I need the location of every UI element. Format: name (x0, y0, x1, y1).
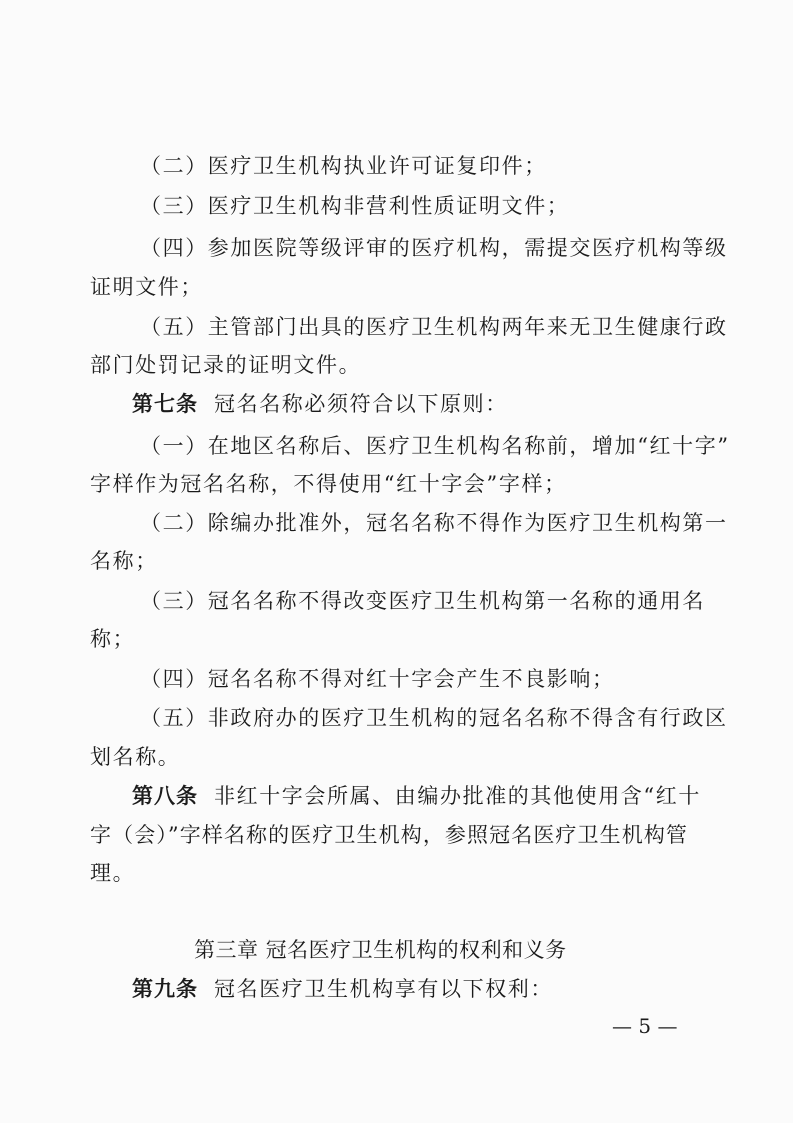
article-7-heading (132, 389, 508, 419)
list-item: （二）医疗卫生机构执业许可证复印件； (140, 154, 547, 178)
article-label: 第八条 (132, 783, 198, 808)
article-continuation: 字（会）”字样名称的医疗卫生机构，参照冠名医疗卫生机构管 (90, 823, 689, 847)
page-number: — 5 — (612, 1014, 678, 1038)
list-item-continuation: 字样作为冠名名称，不得使用“红十字会”字样； (90, 472, 567, 496)
article-text: 冠名名称必须符合以下原则： (214, 392, 508, 416)
article-continuation: 理。 (90, 861, 136, 885)
article-label: 第七条 (132, 391, 198, 416)
article-8-heading (132, 781, 701, 811)
list-item-continuation: 划名称。 (90, 745, 181, 769)
list-item-continuation: 名称； (90, 549, 158, 573)
list-item-continuation: 证明文件； (90, 275, 203, 299)
list-item: （二）除编办批准外，冠名名称不得作为医疗卫生机构第一 (140, 511, 728, 535)
chapter-title: 第三章 冠名医疗卫生机构的权利和义务 (194, 938, 567, 962)
article-9-heading (132, 974, 553, 1004)
list-item: （四）参加医院等级评审的医疗机构，需提交医疗机构等级 (140, 236, 728, 260)
list-item-continuation: 部门处罚记录的证明文件。 (90, 353, 362, 377)
list-item: （五）主管部门出具的医疗卫生机构两年来无卫生健康行政 (140, 315, 728, 339)
list-item: （三）冠名名称不得改变医疗卫生机构第一名称的通用名 (140, 589, 705, 613)
list-item: （五）非政府办的医疗卫生机构的冠名名称不得含有行政区 (140, 706, 728, 730)
article-text: 非红十字会所属、由编办批准的其他使用含“红十 (214, 784, 701, 808)
list-item: （一）在地区名称后、医疗卫生机构名称前，增加“红十字” (140, 434, 730, 458)
list-item-continuation: 称； (90, 627, 136, 651)
article-label: 第九条 (132, 976, 198, 1001)
list-item: （四）冠名名称不得对红十字会产生不良影响； (140, 667, 615, 691)
list-item: （三）医疗卫生机构非营利性质证明文件； (140, 194, 570, 218)
article-text: 冠名医疗卫生机构享有以下权利： (214, 977, 553, 1001)
